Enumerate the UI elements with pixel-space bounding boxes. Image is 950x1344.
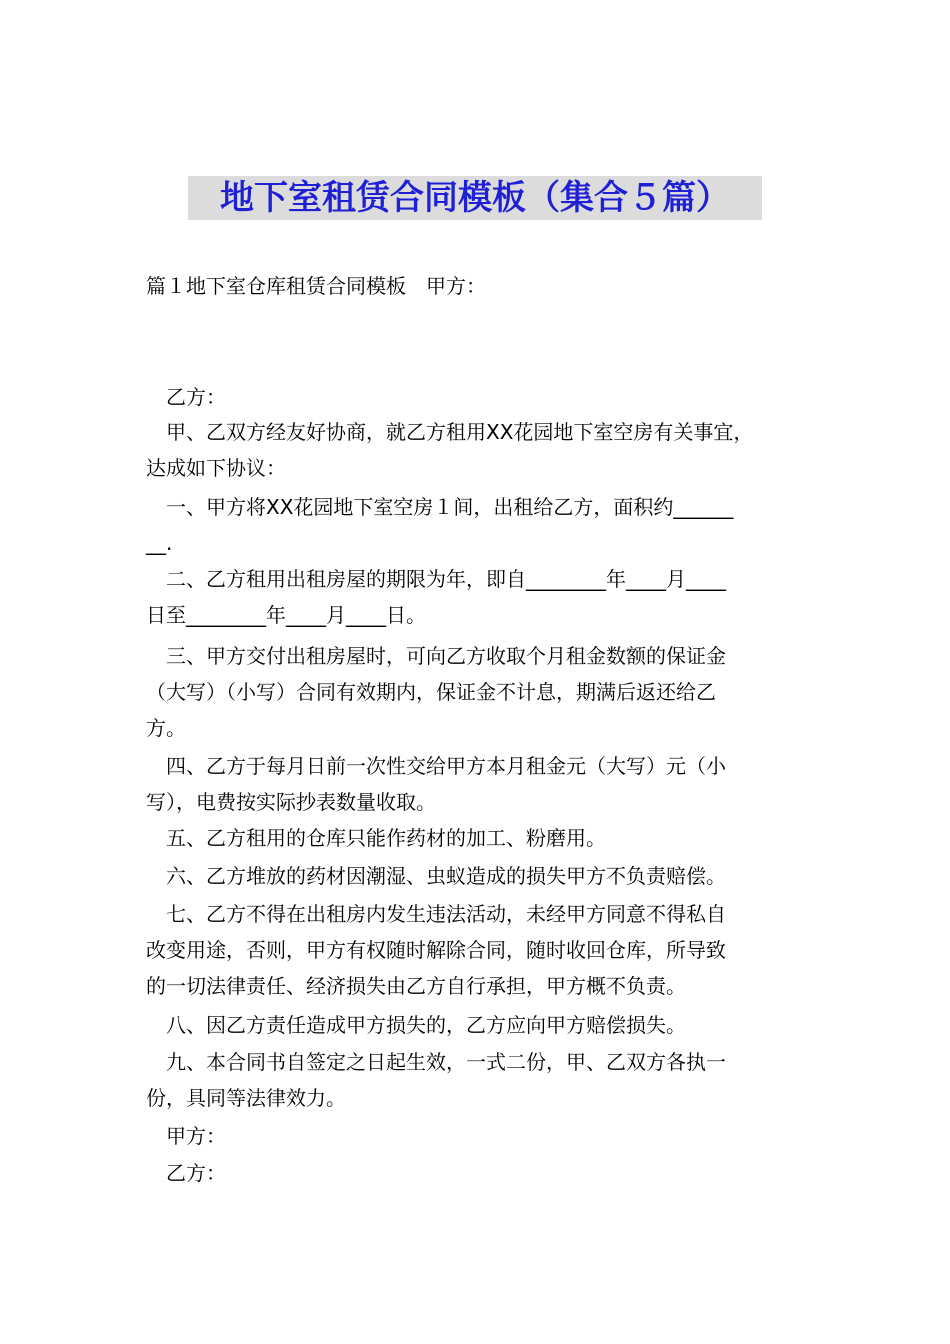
party-a-signature-label: 甲方：	[166, 1124, 226, 1148]
clause-2-line: 日至________年____月____日。	[146, 603, 426, 627]
document-title: 地下室租赁合同模板（集合５篇）	[220, 178, 730, 218]
clause-3-line: 三、甲方交付出租房屋时，可向乙方收取个月租金数额的保证金	[166, 644, 726, 668]
clause-7-line: 改变用途，否则，甲方有权随时解除合同，随时收回仓库，所导致	[146, 938, 726, 962]
section-heading: 篇１地下室仓库租赁合同模板 甲方：	[146, 274, 486, 298]
clause-4-line: 写），电费按实际抄表数量收取。	[146, 790, 436, 814]
paragraph-line: 达成如下协议：	[146, 456, 286, 480]
clause-9-line: 九、本合同书自签定之日起生效，一式二份，甲、乙双方各执一	[166, 1050, 726, 1074]
party-b-label: 乙方：	[166, 385, 226, 409]
clause-4-line: 四、乙方于每月日前一次性交给甲方本月租金元（大写）元（小	[166, 754, 726, 778]
paragraph-line: 甲、乙双方经友好协商，就乙方租用XX花园地下室空房有关事宜，	[166, 420, 754, 444]
clause-8-line: 八、因乙方责任造成甲方损失的，乙方应向甲方赔偿损失。	[166, 1013, 686, 1037]
clause-3-line: （大写）（小写）合同有效期内，保证金不计息，期满后返还给乙	[146, 680, 716, 704]
clause-2-line: 二、乙方租用出租房屋的期限为年，即自________年____月____	[166, 567, 726, 591]
clause-7-line: 的一切法律责任、经济损失由乙方自行承担，甲方概不负责。	[146, 974, 686, 998]
clause-5-line: 五、乙方租用的仓库只能作药材的加工、粉磨用。	[166, 826, 606, 850]
clause-3-line: 方。	[146, 716, 186, 740]
clause-6-line: 六、乙方堆放的药材因潮湿、虫蚁造成的损失甲方不负责赔偿。	[166, 864, 726, 888]
party-b-signature-label: 乙方：	[166, 1161, 226, 1185]
clause-7-line: 七、乙方不得在出租房内发生违法活动，未经甲方同意不得私自	[166, 902, 726, 926]
clause-1-line: 一、甲方将XX花园地下室空房１间，出租给乙方，面积约______	[166, 495, 734, 519]
clause-1-line: __.	[146, 531, 173, 555]
title-highlight	[188, 176, 762, 220]
clause-9-line: 份，具同等法律效力。	[146, 1086, 346, 1110]
